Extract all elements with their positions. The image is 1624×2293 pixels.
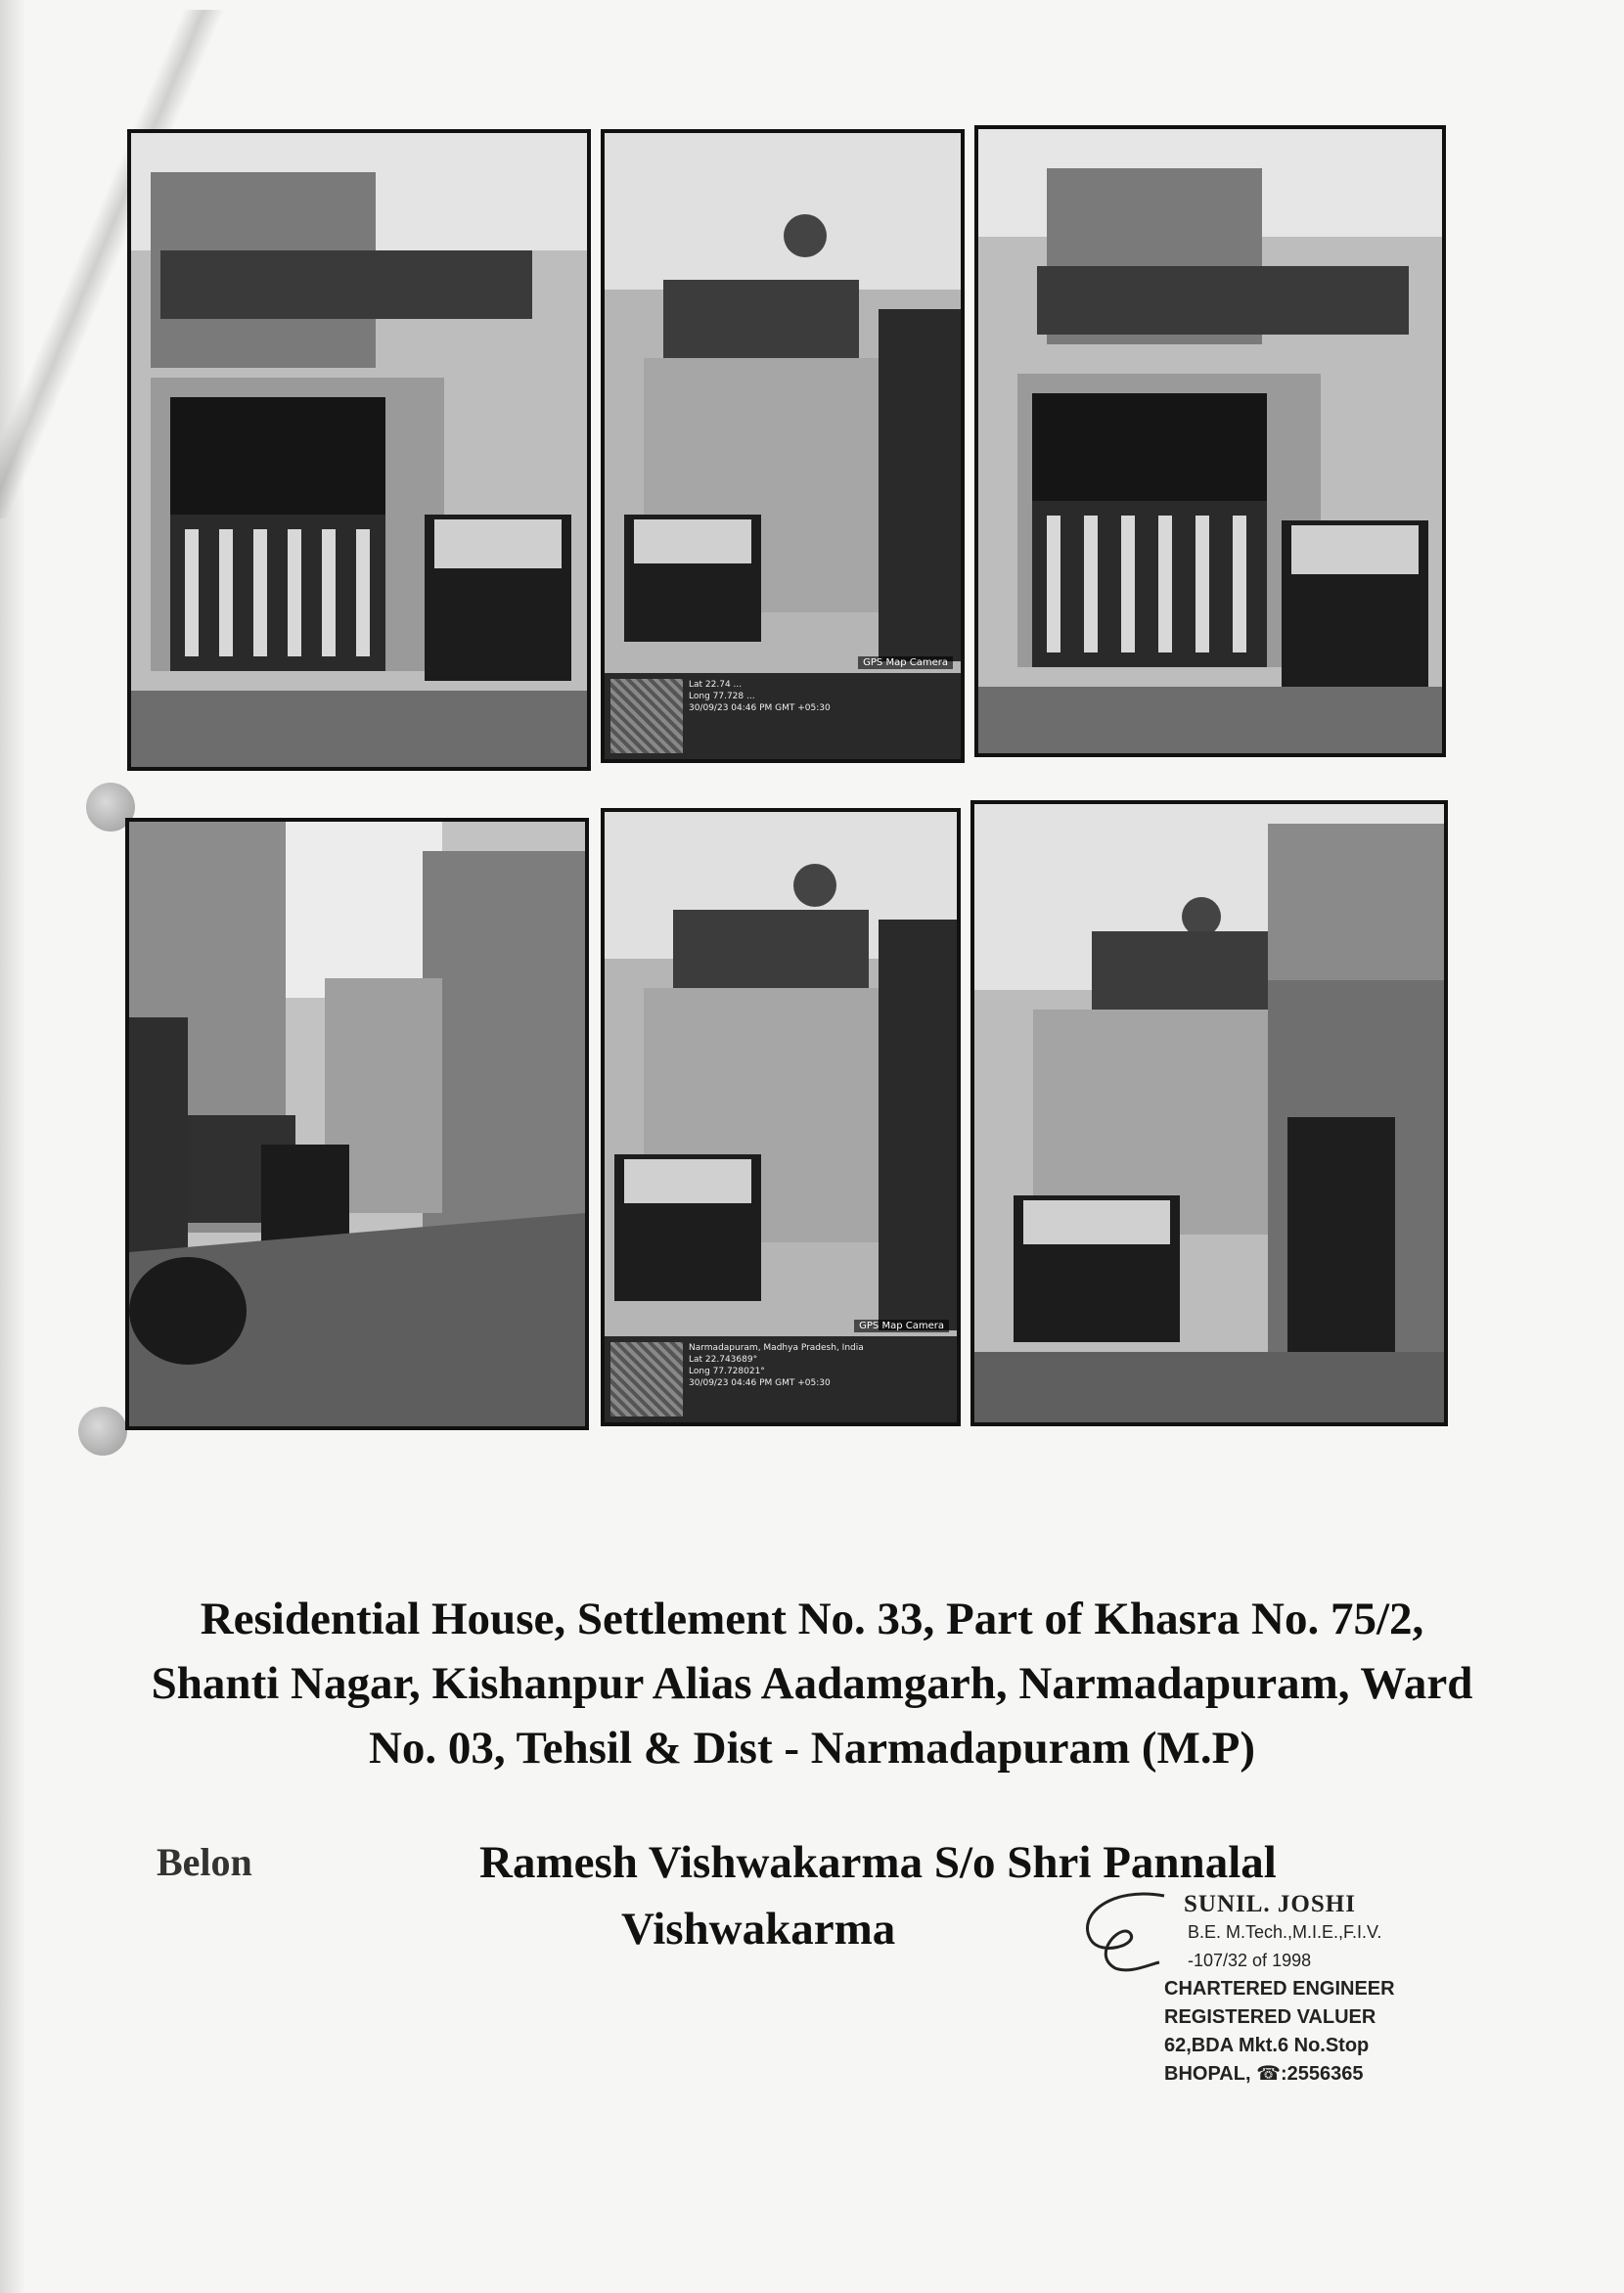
address-line-3: No. 03, Tehsil & Dist - Narmadapuram (M.P) xyxy=(368,1723,1256,1774)
gps-long: Long 77.728 ... xyxy=(689,692,755,701)
house-photo-1 xyxy=(127,129,591,771)
belongs-label: Belon xyxy=(157,1840,252,1884)
gps-mini-map xyxy=(610,679,683,753)
gps-lat: Lat 22.743689° xyxy=(689,1355,758,1365)
gps-long: Long 77.728021° xyxy=(689,1367,765,1376)
gps-place: Narmadapuram, Madhya Pradesh, India xyxy=(689,1343,864,1353)
valuer-stamp xyxy=(1164,1890,1399,2089)
gps-info-overlay xyxy=(605,673,961,759)
stamp-city-phone: BHOPAL, ☎:2556365 xyxy=(1164,2063,1364,2085)
house-photo-3 xyxy=(974,125,1446,757)
gps-time: 30/09/23 04:46 PM GMT +05:30 xyxy=(689,1378,831,1388)
stamp-registration: -107/32 of 1998 xyxy=(1188,1951,1312,1970)
signature-icon xyxy=(1071,1886,1179,1974)
address-line-2: Shanti Nagar, Kishanpur Alias Aadamgarh, Narmadapuram, Ward xyxy=(151,1658,1473,1709)
address-line-1: Residential House, Settlement No. 33, Part of Khasra No. 75/2, xyxy=(200,1594,1424,1644)
gps-mini-map xyxy=(610,1342,683,1416)
owner-line-2: Vishwakarma xyxy=(621,1904,896,1955)
gps-camera-tag: GPS Map Camera xyxy=(854,1320,949,1332)
house-photo-6 xyxy=(970,800,1448,1426)
gps-info-overlay xyxy=(605,1336,957,1422)
stamp-name: SUNIL. JOSHI xyxy=(1184,1891,1356,1917)
house-photo-5-gps xyxy=(601,808,961,1426)
stamp-address: 62,BDA Mkt.6 No.Stop xyxy=(1164,2035,1370,2056)
gps-camera-tag: GPS Map Camera xyxy=(858,656,953,669)
house-photo-2-gps xyxy=(601,129,965,763)
stamp-title-1: CHARTERED ENGINEER xyxy=(1164,1978,1395,2000)
punch-hole-bottom xyxy=(78,1407,127,1456)
owner-line-1: Ramesh Vishwakarma S/o Shri Pannalal xyxy=(479,1837,1277,1888)
gps-time: 30/09/23 04:46 PM GMT +05:30 xyxy=(689,703,831,713)
stamp-title-2: REGISTERED VALUER xyxy=(1164,2006,1376,2028)
street-photo-4 xyxy=(125,818,589,1430)
property-address xyxy=(0,1587,1624,1780)
gps-lat: Lat 22.74 ... xyxy=(689,680,743,690)
stamp-qualifications: B.E. M.Tech.,M.I.E.,F.I.V. xyxy=(1188,1922,1382,1942)
